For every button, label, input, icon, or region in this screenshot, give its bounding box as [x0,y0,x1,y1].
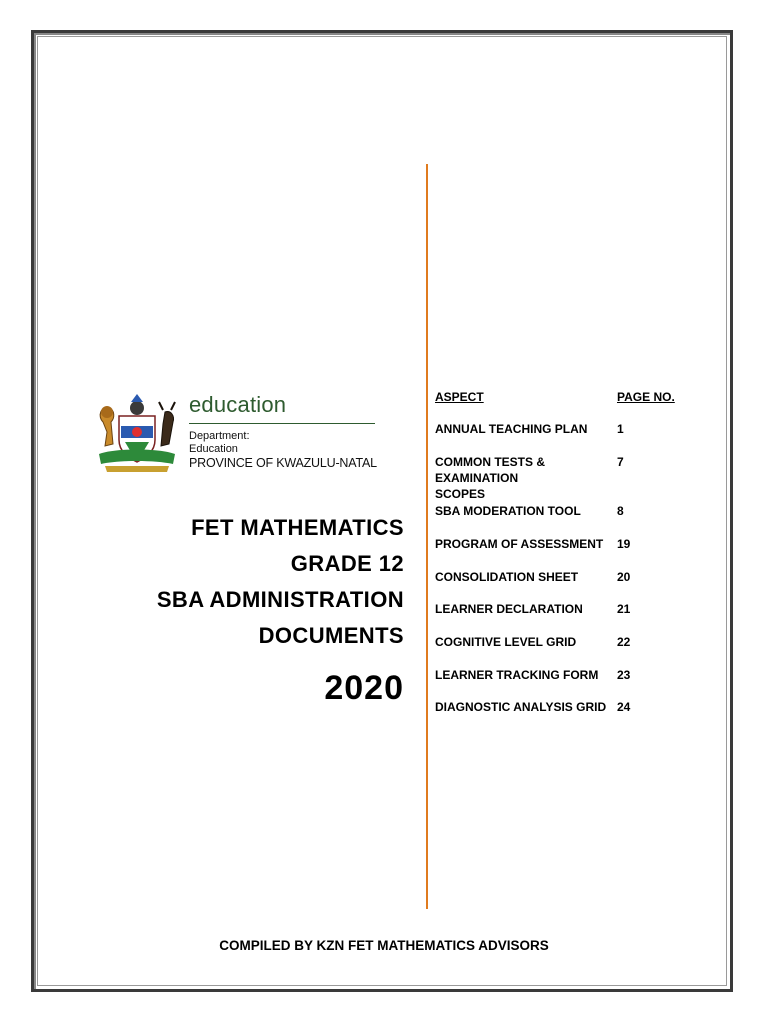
contents-page-number: 7 [617,455,624,469]
contents-page-number: 21 [617,602,631,616]
contents-page-number: 1 [617,422,624,436]
contents-aspect: COGNITIVE LEVEL GRID [435,635,577,649]
contents-page-number: 20 [617,570,631,584]
logo-department-text [189,430,250,456]
contents-aspect: LEARNER TRACKING FORM [435,668,599,682]
contents-aspect: PROGRAM OF ASSESSMENT [435,537,604,551]
contents-aspect: LEARNER DECLARATION [435,602,583,616]
contents-page-number: 24 [617,700,631,714]
title-line-2: GRADE 12 [290,551,404,576]
contents-header-page: PAGE NO. [617,390,675,404]
contents-aspect: ANNUAL TEACHING PLAN [435,422,588,436]
contents-page-number: 23 [617,668,631,682]
contents-page-number: 8 [617,504,624,518]
title-line-1: FET MATHEMATICS [191,515,404,540]
contents-aspect: SBA MODERATION TOOL [435,504,581,518]
title-line-4: DOCUMENTS [258,623,404,648]
contents-aspect: DIAGNOSTIC ANALYSIS GRID [435,700,607,714]
logo-education-word: education [189,392,287,417]
contents-header-aspect: ASPECT [435,390,484,404]
document-title-block [84,510,404,708]
coat-of-arms-icon [95,392,179,476]
title-year: 2020 [324,669,404,707]
logo-department-line1: Department: [189,430,250,442]
logo-department-line2: Education [189,443,238,455]
contents-page-number: 22 [617,635,631,649]
contents-aspect: COMMON TESTS & EXAMINATION SCOPES [435,455,545,501]
kzn-education-logo [95,392,395,482]
contents-aspect: CONSOLIDATION SHEET [435,570,579,584]
logo-underline [189,423,375,424]
title-line-3: SBA ADMINISTRATION [156,587,404,612]
orange-divider-line [426,164,428,909]
contents-page-number: 19 [617,537,631,551]
logo-province: PROVINCE OF KWAZULU-NATAL [189,456,377,470]
compiled-by-footer: COMPILED BY KZN FET MATHEMATICS ADVISORS [219,938,549,953]
